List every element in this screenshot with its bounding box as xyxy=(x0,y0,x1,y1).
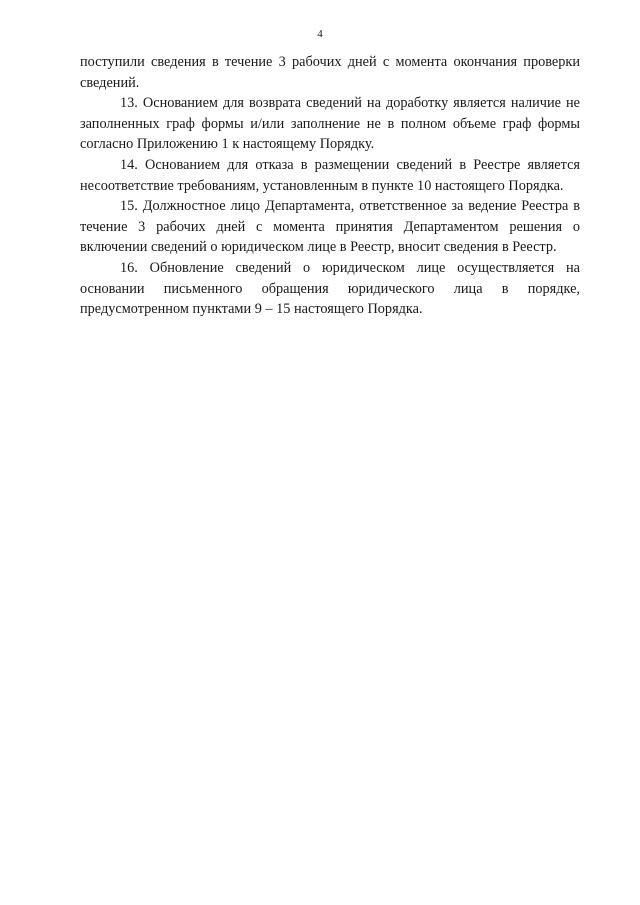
paragraph-14: 14. Основанием для отказа в размещении сведений в Реестре является несоответствие требованиям, установленным в пункте 10 настоящего Порядка. xyxy=(80,156,580,194)
paragraph-16: 16. Обновление сведений о юридическом лице осуществляется на основании письменного обращения юридического лица в порядке, предусмотренном пунктами 9 – 15 настоящего Порядка. xyxy=(80,259,580,318)
page-number: 4 xyxy=(317,28,323,40)
paragraph-15: 15. Должностное лицо Департамента, ответственное за ведение Реестра в течение 3 рабочих дней с момента принятия Департаментом решения о включении сведений о юридическом лице в Реестр, вносит сведения в Реестр. xyxy=(80,198,580,256)
document-body xyxy=(80,52,580,320)
paragraph-continuation: поступили сведения в течение 3 рабочих дней с момента окончания проверки сведений. xyxy=(80,54,580,91)
paragraph-13: 13. Основанием для возврата сведений на доработку является наличие не заполненных граф формы и/или заполнение не в полном объеме граф формы согласно Приложению 1 к настоящему Порядку. xyxy=(80,95,580,153)
